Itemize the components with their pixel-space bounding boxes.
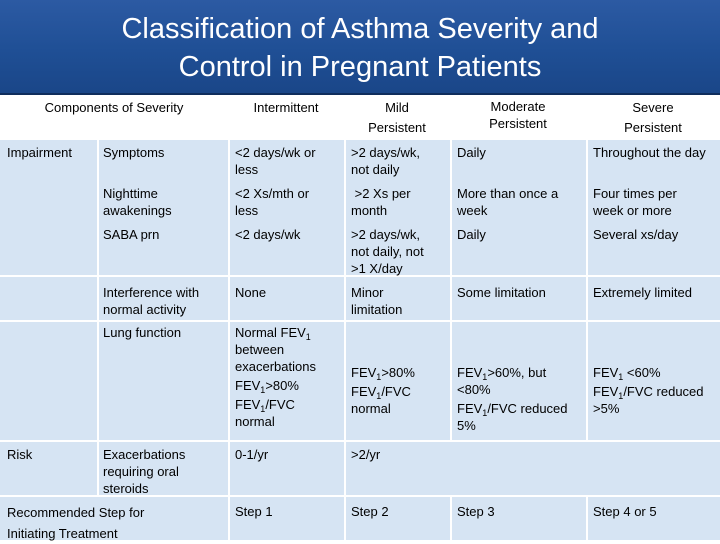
header-mild: Mild Persistent — [368, 100, 426, 135]
header-moderate: Moderate Persistent — [489, 99, 547, 131]
interference-label: Interference with normal activity — [103, 285, 200, 317]
lung-mod-sub: 1 — [482, 408, 488, 418]
lung-function-label: Lung function — [103, 325, 182, 340]
lung-int-sub: 1 — [260, 385, 266, 395]
lung-sev-l1b: <60% — [623, 365, 661, 380]
col-divider — [586, 495, 588, 540]
lung-severe — [593, 364, 718, 417]
severity-table — [0, 95, 720, 540]
nighttime-mild: >2 Xs per month — [351, 186, 411, 218]
lung-mod-sub: 1 — [482, 372, 488, 382]
col-divider — [344, 140, 346, 540]
header-intermittent: Intermittent — [253, 100, 319, 115]
symptoms-intermittent: <2 days/wk or less — [235, 145, 316, 177]
step-intermittent: Step 1 — [235, 504, 273, 519]
interference-intermittent: None — [235, 285, 267, 300]
lung-sev-l2a: FEV — [593, 384, 619, 399]
lung-mod-l1a: FEV — [457, 365, 483, 380]
saba-moderate: Daily — [457, 227, 486, 242]
lung-sev-l1a: FEV — [593, 365, 619, 380]
impairment-label: Impairment — [7, 145, 73, 160]
risk-label: Risk — [7, 447, 33, 462]
lung-int-l2: between — [235, 342, 285, 357]
step-severe: Step 4 or 5 — [593, 504, 657, 519]
exacerbations-label: Exacerbations requiring oral steroids — [103, 447, 186, 496]
interference-mild: Minor limitation — [351, 285, 403, 317]
nighttime-moderate: More than once a week — [457, 186, 559, 218]
lung-mild-l2b: /FVC — [381, 384, 411, 399]
lung-int-l6: normal — [235, 414, 275, 429]
title-bar — [0, 0, 720, 95]
lung-mod-l1b: >60%, but — [487, 365, 547, 380]
lung-mild-l1a: FEV — [351, 365, 377, 380]
col-divider — [97, 140, 99, 495]
lung-sev-l2b: /FVC reduced — [623, 384, 704, 399]
lung-mild-sub: 1 — [376, 372, 382, 382]
symptoms-label: Symptoms — [103, 145, 165, 160]
saba-mild: >2 days/wk, not daily, not >1 X/day — [351, 227, 424, 276]
header-components: Components of Severity — [44, 100, 184, 115]
lung-mod-l3b: /FVC reduced — [487, 401, 568, 416]
lung-int-l3: exacerbations — [235, 359, 316, 374]
lung-int-l4a: FEV — [235, 378, 261, 393]
row-divider — [0, 320, 720, 322]
lung-mild-l3: normal — [351, 401, 391, 416]
col-divider — [228, 140, 230, 540]
nighttime-severe: Four times per week or more — [593, 186, 677, 218]
lung-int-sub: 1 — [305, 332, 311, 342]
nighttime-label: Nighttime awakenings — [103, 186, 172, 218]
nighttime-intermittent: <2 Xs/mth or less — [235, 186, 310, 218]
saba-intermittent: <2 days/wk — [235, 227, 301, 242]
lung-mod-l3a: FEV — [457, 401, 483, 416]
symptoms-mild: >2 days/wk, not daily — [351, 145, 421, 177]
lung-sev-sub: 1 — [618, 372, 624, 382]
header-severe: Severe Persistent — [624, 100, 682, 135]
step-label: Recommended Step for Initiating Treatment — [7, 505, 145, 541]
lung-moderate — [457, 364, 583, 434]
lung-mild-l2a: FEV — [351, 384, 377, 399]
symptoms-severe: Throughout the day — [593, 145, 706, 160]
lung-mod-l4: 5% — [457, 418, 476, 433]
lung-int-l4b: >80% — [265, 378, 299, 393]
saba-label: SABA prn — [103, 227, 160, 242]
row-divider — [0, 440, 720, 442]
lung-int-l5a: FEV — [235, 397, 261, 412]
lung-mild-sub: 1 — [376, 391, 382, 401]
step-mild: Step 2 — [351, 504, 389, 519]
exacerbations-mild: >2/yr — [351, 447, 381, 462]
interference-severe: Extremely limited — [593, 285, 692, 300]
lung-int-l5b: /FVC — [265, 397, 295, 412]
lung-mod-l2: <80% — [457, 382, 491, 397]
lung-int-l1: Normal FEV — [235, 325, 306, 340]
lung-mild-l1b: >80% — [381, 365, 415, 380]
col-divider — [450, 140, 452, 440]
lung-sev-l3: >5% — [593, 401, 620, 416]
page-title: Classification of Asthma Severity and Control in Pregnant Patients — [121, 13, 599, 83]
saba-severe: Several xs/day — [593, 227, 679, 242]
step-moderate: Step 3 — [457, 504, 495, 519]
lung-mild — [351, 364, 446, 417]
lung-int-sub: 1 — [260, 404, 266, 414]
lung-sev-sub: 1 — [618, 391, 624, 401]
col-divider — [586, 140, 588, 440]
table-header-row — [0, 95, 720, 140]
lung-intermittent — [235, 324, 340, 430]
col-divider — [450, 495, 452, 540]
exacerbations-intermittent: 0-1/yr — [235, 447, 269, 462]
symptoms-moderate: Daily — [457, 145, 486, 160]
interference-moderate: Some limitation — [457, 285, 546, 300]
